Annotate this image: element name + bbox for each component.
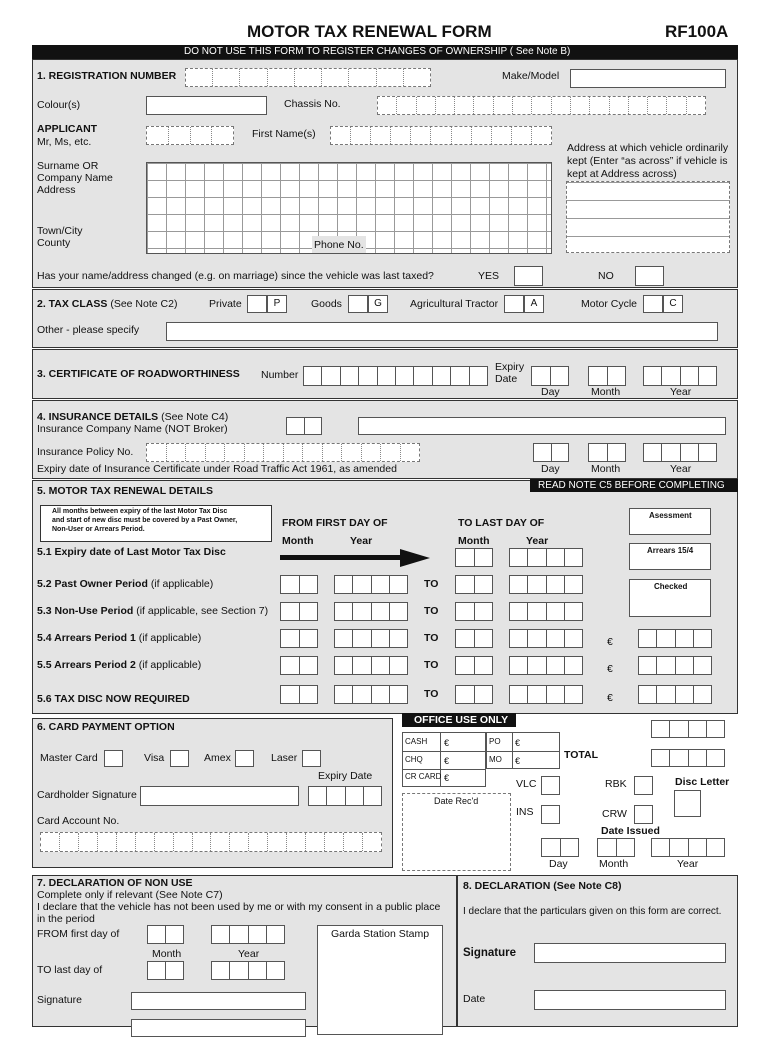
insurance-expiry-label: Expiry date of Insurance Certificate under Road Traffic Act 1961, as amended <box>37 463 397 475</box>
motorcycle-label: Motor Cycle <box>581 298 638 310</box>
issued-day-input[interactable] <box>541 838 579 857</box>
other-label: Other - please specify <box>37 324 140 336</box>
private-checkbox[interactable] <box>247 295 267 313</box>
ins-day-label: Day <box>541 463 560 475</box>
date-label: Date <box>495 373 518 385</box>
goods-label: Goods <box>311 298 342 310</box>
r6-to-label: TO <box>424 688 439 700</box>
r4-to-year-input[interactable] <box>509 629 583 648</box>
non-use-to-year[interactable] <box>211 961 285 980</box>
r4-to-label: TO <box>424 632 439 644</box>
address-label: Address <box>37 184 76 196</box>
agri-code: A <box>524 295 544 313</box>
r6-from-year-input[interactable] <box>334 685 408 704</box>
declaration-text: I declare that the particulars given on this form are correct. <box>463 906 722 917</box>
registration-label: 1. REGISTRATION NUMBER <box>37 70 177 82</box>
r6-to-year-input[interactable] <box>509 685 583 704</box>
r5-from-year-input[interactable] <box>334 656 408 675</box>
non-use-from-label: FROM first day of <box>37 928 120 940</box>
month-label: Month <box>591 386 621 398</box>
r3-from-year-input[interactable] <box>334 602 408 621</box>
ins-label: INS <box>516 806 534 818</box>
title-input[interactable] <box>146 126 234 145</box>
title-options-label: Mr, Ms, etc. <box>37 136 92 148</box>
agri-label: Agricultural Tractor <box>410 298 499 310</box>
surname-label: Surname OR <box>37 160 99 172</box>
date-issued-label: Date Issued <box>601 825 660 837</box>
address-changed-question: Has your name/address changed (e.g. on marriage) since the vehicle was last taxed? <box>37 270 434 282</box>
disc-letter-label: Disc Letter <box>675 776 730 788</box>
r2-from-month-input[interactable] <box>280 575 318 594</box>
insurance-company-label: Insurance Company Name (NOT Broker) <box>37 423 228 435</box>
colour-label: Colour(s) <box>37 99 81 111</box>
disc-letter-box[interactable] <box>674 790 701 817</box>
yes-label: YES <box>478 270 500 282</box>
amex-label: Amex <box>204 752 231 764</box>
other-input[interactable] <box>166 322 718 341</box>
town-label: Town/City <box>37 225 83 237</box>
cert-year-input[interactable] <box>643 366 717 386</box>
non-use-from-year[interactable] <box>211 925 285 944</box>
vehicle-address-label-2: kept (Enter “as across” if vehicle is <box>567 155 728 167</box>
colour-input[interactable] <box>146 96 267 115</box>
r5-to-month-input[interactable] <box>455 656 493 675</box>
declaration-title: 8. DECLARATION (See Note C8) <box>463 880 622 892</box>
non-use-to-label: TO last day of <box>37 964 103 976</box>
amex-checkbox[interactable] <box>235 750 254 767</box>
assessment-box: Asessment <box>629 508 711 535</box>
date-received-box: Date Rec'd <box>402 793 511 871</box>
r5-to-label: TO <box>424 659 439 671</box>
r3-to-month-input[interactable] <box>455 602 493 621</box>
goods-code: G <box>368 295 388 313</box>
non-use-year-label: Year <box>238 948 260 960</box>
r4-from-year-input[interactable] <box>334 629 408 648</box>
non-use-signature-input[interactable] <box>131 992 306 1010</box>
laser-label: Laser <box>271 752 298 764</box>
roadworthiness-title: 3. CERTIFICATE OF ROADWORTHINESS <box>37 368 240 380</box>
to-last-day-label: TO LAST DAY OF <box>458 517 545 529</box>
insurance-title: 4. INSURANCE DETAILS (See Note C4) <box>37 411 229 423</box>
no-label: NO <box>598 270 614 282</box>
r1-to-year-input[interactable] <box>509 548 583 567</box>
laser-checkbox[interactable] <box>302 750 321 767</box>
checked-box: Checked <box>629 579 711 617</box>
ownership-banner: DO NOT USE THIS FORM TO REGISTER CHANGES OF OWNERSHIP ( See Note B) <box>32 45 738 59</box>
declaration-signature-input[interactable] <box>534 943 726 963</box>
card-payment-title: 6. CARD PAYMENT OPTION <box>37 721 175 733</box>
applicant-label: APPLICANT <box>37 123 98 135</box>
r4-from-month-input[interactable] <box>280 629 318 648</box>
issued-month-label: Month <box>599 858 629 870</box>
non-use-from-month[interactable] <box>147 925 184 944</box>
year-label: Year <box>670 386 692 398</box>
yes-checkbox[interactable] <box>514 266 543 286</box>
mastercard-checkbox[interactable] <box>104 750 123 767</box>
non-use-month-label: Month <box>152 948 182 960</box>
registration-input[interactable] <box>185 68 431 87</box>
mastercard-label: Master Card <box>40 752 98 764</box>
issued-year-input[interactable] <box>651 838 725 857</box>
r1-to-month-input[interactable] <box>455 548 493 567</box>
ins-month-label: Month <box>591 463 621 475</box>
row-5-5-label: 5.5 Arrears Period 2 (if applicable) <box>37 659 202 671</box>
cert-number-input[interactable] <box>303 366 488 386</box>
issued-day-label: Day <box>549 858 568 870</box>
r2-to-label: TO <box>424 578 439 590</box>
issued-year-label: Year <box>677 858 699 870</box>
from-month-label: Month <box>282 535 314 547</box>
r6-to-month-input[interactable] <box>455 685 493 704</box>
vehicle-address-label-1: Address at which vehicle ordinarily <box>567 142 729 154</box>
r2-to-year-input[interactable] <box>509 575 583 594</box>
r5-euro-label: € <box>607 663 613 675</box>
r3-to-label: TO <box>424 605 439 617</box>
visa-label: Visa <box>144 752 165 764</box>
form-code: RF100A <box>665 22 729 41</box>
cert-month-input[interactable] <box>588 366 626 386</box>
vlc-checkbox[interactable] <box>541 776 560 795</box>
card-account-label: Card Account No. <box>37 815 120 827</box>
r2-from-year-input[interactable] <box>334 575 408 594</box>
r4-euro-label: € <box>607 636 613 648</box>
cert-day-input[interactable] <box>531 366 569 386</box>
office-use-banner: OFFICE USE ONLY <box>402 713 516 727</box>
to-month-label: Month <box>458 535 490 547</box>
office-payment-table: CASH CHQ CR CARD € € € <box>402 732 486 787</box>
first-name-label: First Name(s) <box>252 128 316 140</box>
card-expiry-input[interactable] <box>308 786 382 806</box>
ins-day-input[interactable] <box>533 443 569 462</box>
r5-amount-input[interactable] <box>638 656 712 675</box>
row-5-4-label: 5.4 Arrears Period 1 (if applicable) <box>37 632 202 644</box>
non-use-to-month[interactable] <box>147 961 184 980</box>
policy-input[interactable] <box>146 443 420 462</box>
row-5-6-label: 5.6 TAX DISC NOW REQUIRED <box>37 693 190 705</box>
non-use-second-input[interactable] <box>131 1019 306 1037</box>
r5-to-year-input[interactable] <box>509 656 583 675</box>
motorcycle-code: C <box>663 295 683 313</box>
non-use-line-1: Complete only if relevant (See Note C7) <box>37 889 223 901</box>
chassis-input[interactable] <box>377 96 706 115</box>
r6-amount-input[interactable] <box>638 685 712 704</box>
row-5-2-label: 5.2 Past Owner Period (if applicable) <box>37 578 214 590</box>
chassis-label: Chassis No. <box>284 98 341 110</box>
non-use-line-2: I declare that the vehicle has not been used by me or with my consent in a public place <box>37 901 441 913</box>
card-expiry-label: Expiry Date <box>318 770 373 782</box>
ins-year-input[interactable] <box>643 443 717 462</box>
expiry-label: Expiry <box>495 361 525 373</box>
r3-to-year-input[interactable] <box>509 602 583 621</box>
goods-checkbox[interactable] <box>348 295 368 313</box>
from-year-label: Year <box>350 535 373 547</box>
non-use-title: 7. DECLARATION OF NON USE <box>37 877 193 889</box>
from-first-day-label: FROM FIRST DAY OF <box>282 517 388 529</box>
policy-label: Insurance Policy No. <box>37 446 134 458</box>
arrears-box: Arrears 15/4 <box>629 543 711 570</box>
declaration-date-input[interactable] <box>534 990 726 1010</box>
garda-stamp-box: Garda Station Stamp <box>317 925 443 1035</box>
crw-checkbox[interactable] <box>634 805 653 824</box>
no-checkbox[interactable] <box>635 266 664 286</box>
ins-checkbox[interactable] <box>541 805 560 824</box>
row-5-1-label: 5.1 Expiry date of Last Motor Tax Disc <box>37 546 226 558</box>
cardholder-signature-label: Cardholder Signature <box>37 789 137 801</box>
insurance-company-input[interactable] <box>358 417 726 435</box>
company-label: Company Name <box>37 172 113 184</box>
card-account-input[interactable] <box>40 832 382 852</box>
r3-from-month-input[interactable] <box>280 602 318 621</box>
non-use-signature-label: Signature <box>37 994 82 1006</box>
private-label: Private <box>209 298 242 310</box>
form-title: MOTOR TAX RENEWAL FORM <box>247 22 492 41</box>
vlc-label: VLC <box>516 778 537 790</box>
non-use-line-3: in the period <box>37 913 95 925</box>
office-po-table: PO MO € € <box>486 732 560 769</box>
total-amount-input[interactable] <box>651 749 725 767</box>
visa-checkbox[interactable] <box>170 750 189 767</box>
renewal-note-box: All months between expiry of the last Motor Tax Disc and start of new disc must be covered by a Past Owner, Non-User or Arrears Period. <box>40 505 272 542</box>
make-model-input[interactable] <box>570 69 726 88</box>
insurance-code-input[interactable] <box>286 417 322 435</box>
first-name-input[interactable] <box>330 126 552 145</box>
private-code: P <box>267 295 287 313</box>
rbk-label: RBK <box>605 778 627 790</box>
county-label: County <box>37 237 71 249</box>
r6-euro-label: € <box>607 692 613 704</box>
arrow-right-icon <box>280 549 430 567</box>
tax-class-title: 2. TAX CLASS (See Note C2) <box>37 298 178 310</box>
declaration-date-label: Date <box>463 993 486 1005</box>
ins-year-label: Year <box>670 463 692 475</box>
vehicle-address-input[interactable] <box>566 181 730 253</box>
agri-checkbox[interactable] <box>504 295 524 313</box>
day-label: Day <box>541 386 560 398</box>
read-note-banner: READ NOTE C5 BEFORE COMPLETING <box>530 479 738 492</box>
r4-to-month-input[interactable] <box>455 629 493 648</box>
r6-from-month-input[interactable] <box>280 685 318 704</box>
rbk-checkbox[interactable] <box>634 776 653 795</box>
r4-amount-input[interactable] <box>638 629 712 648</box>
declaration-signature-label: Signature <box>463 947 517 959</box>
total-label: TOTAL <box>564 749 599 761</box>
cert-number-label: Number <box>261 369 299 381</box>
issued-month-input[interactable] <box>597 838 635 857</box>
r2-to-month-input[interactable] <box>455 575 493 594</box>
cardholder-signature-input[interactable] <box>140 786 299 806</box>
renewal-title: 5. MOTOR TAX RENEWAL DETAILS <box>37 485 213 497</box>
vehicle-address-label-3: kept at Address across) <box>567 168 677 180</box>
r5-from-month-input[interactable] <box>280 656 318 675</box>
office-amount-top[interactable] <box>651 720 725 738</box>
to-year-label: Year <box>526 535 549 547</box>
row-5-3-label: 5.3 Non-Use Period (if applicable, see Section 7) <box>37 605 269 617</box>
ins-month-input[interactable] <box>588 443 626 462</box>
phone-label: Phone No. <box>314 239 364 251</box>
motorcycle-checkbox[interactable] <box>643 295 663 313</box>
make-model-label: Make/Model <box>502 70 560 82</box>
crw-label: CRW <box>602 808 627 820</box>
